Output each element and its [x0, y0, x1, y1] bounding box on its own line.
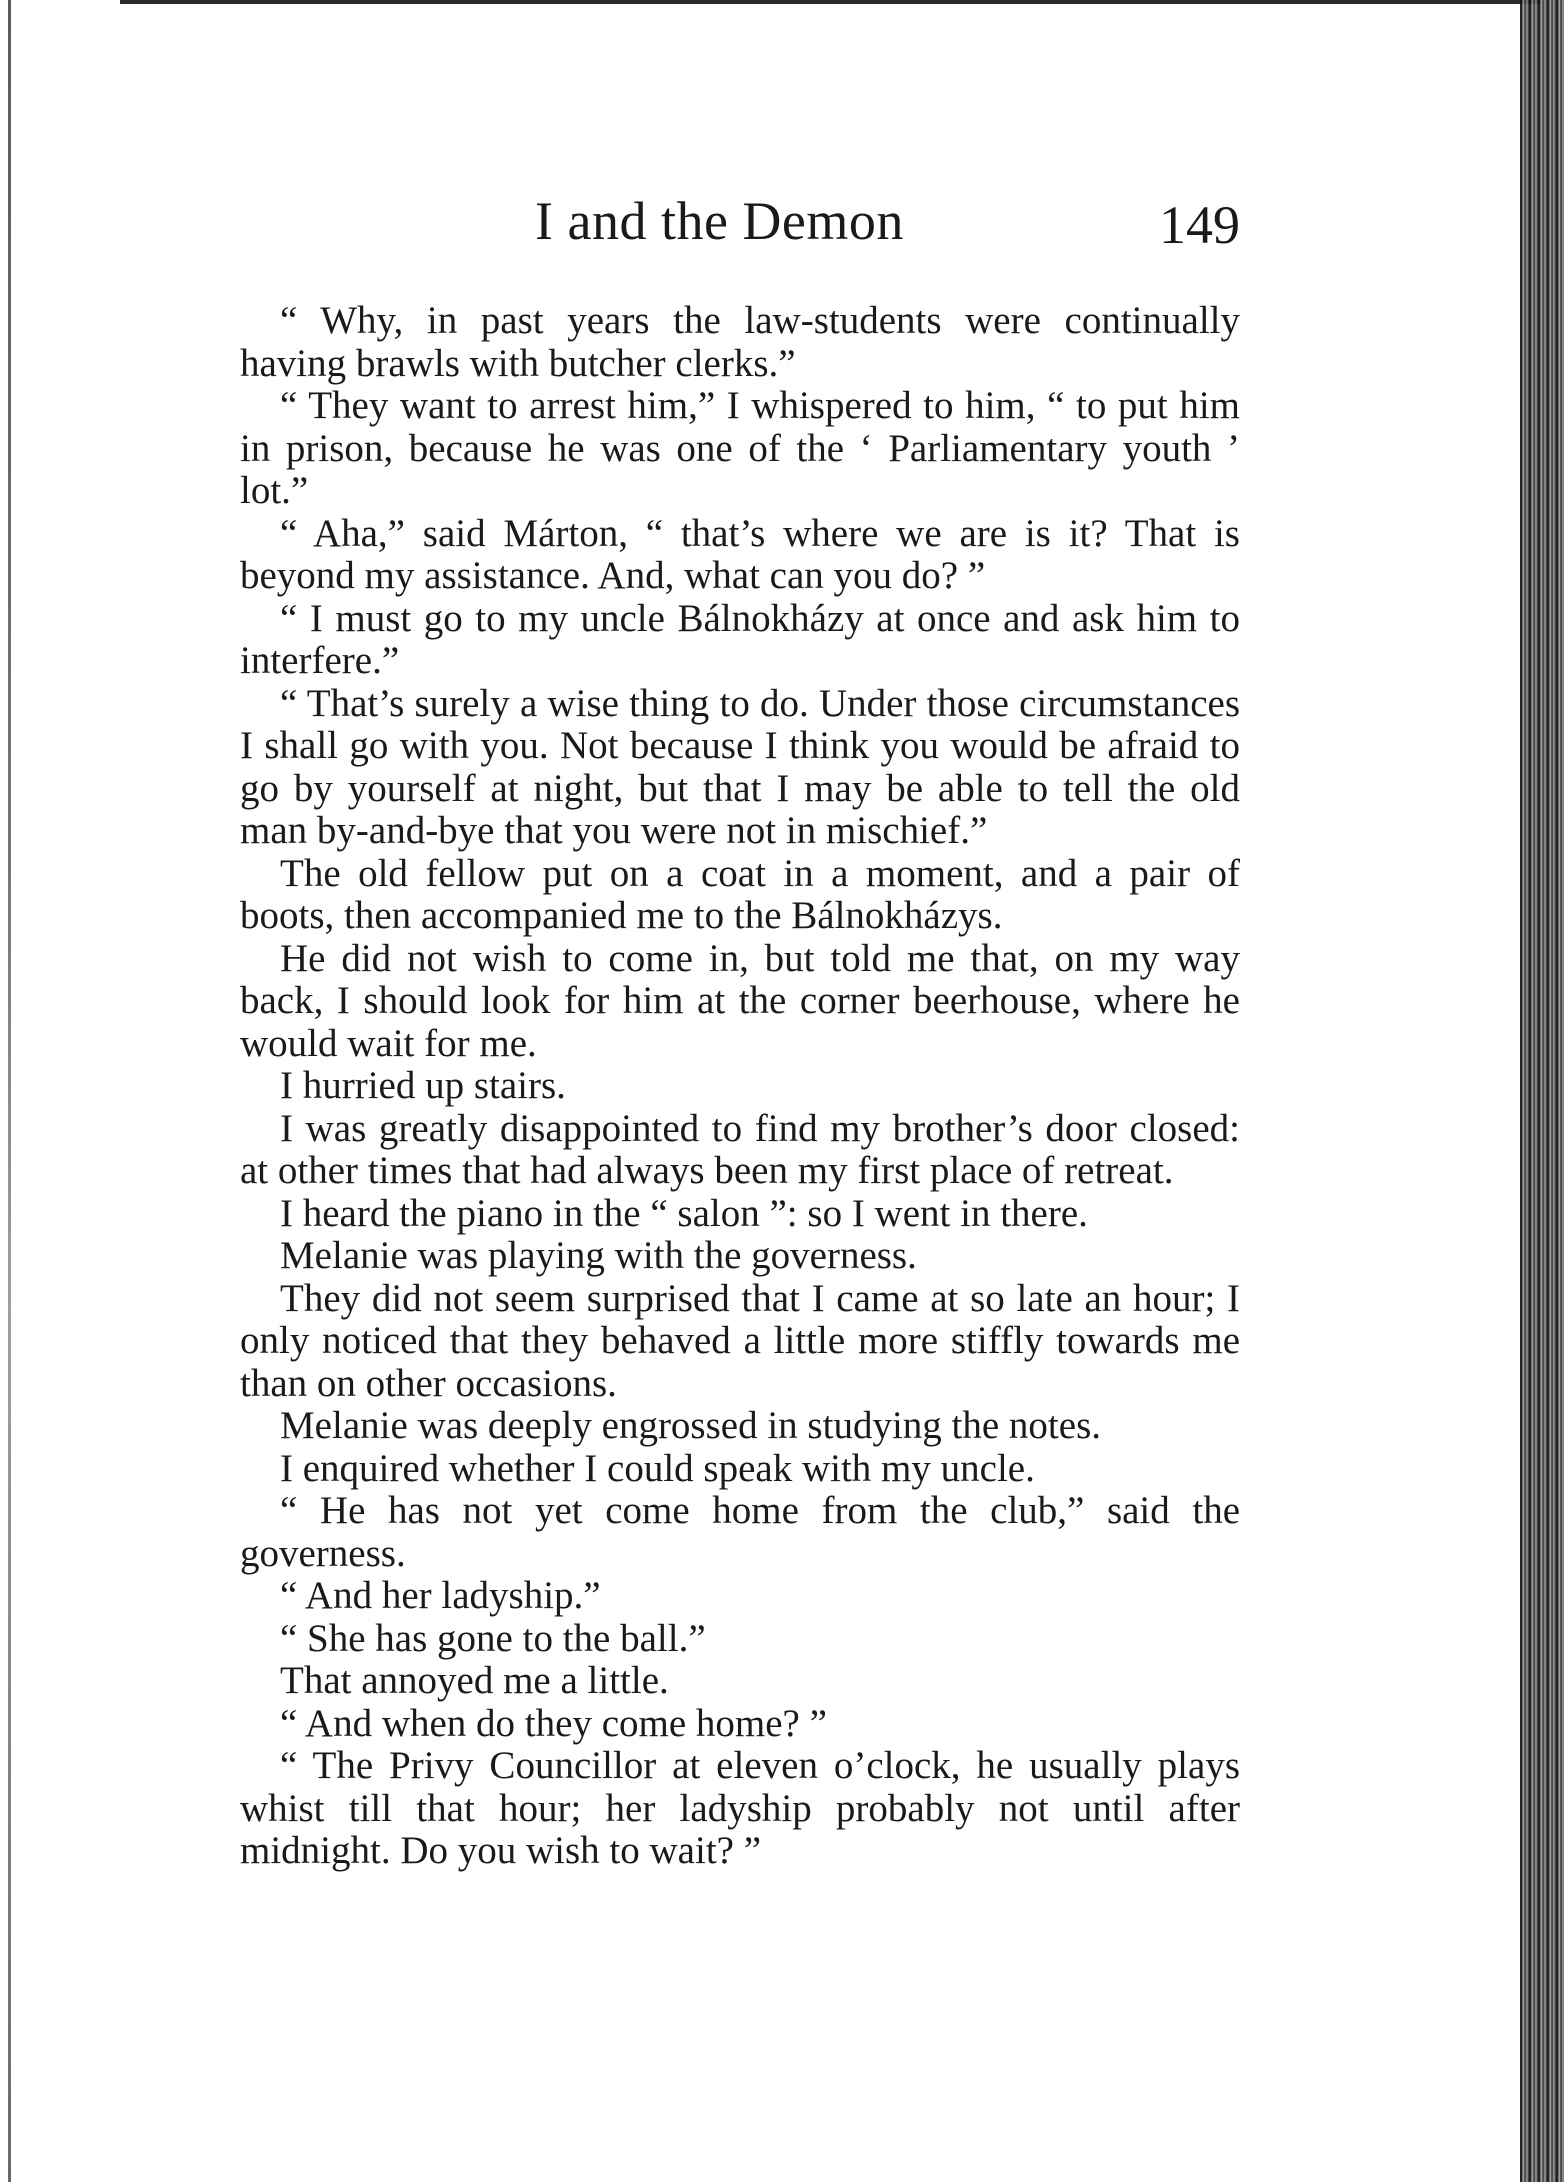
paragraph: I hurried up stairs. — [280, 1064, 566, 1107]
paragraph: “ And when do they come home? ” — [280, 1701, 827, 1745]
book-binding-edge — [1520, 0, 1564, 2182]
paragraph: The old fellow put on a coat in a moment, and a pair of boots, then accompanied me to the Bálnokházys. — [240, 851, 1240, 937]
paragraph: “ He has not yet come home from the club,” said the governess. — [240, 1489, 1240, 1575]
page-left-edge — [8, 0, 11, 2182]
paragraph: Melanie was playing with the governess. — [280, 1234, 917, 1277]
paragraph: I was greatly disappointed to find my brother’s door closed: at other times that had always been my first place of retreat. — [240, 1106, 1240, 1192]
paragraph: I enquired whether I could speak with my uncle. — [280, 1446, 1035, 1490]
paragraph: He did not wish to come in, but told me that, on my way back, I should look for him at the corner beerhouse, where he would wait for me. — [240, 936, 1240, 1065]
paragraph: “ Aha,” said Márton, “ that’s where we are is it? That is beyond my assistance. And, what can you do? ” — [240, 511, 1240, 597]
page-top-edge — [120, 0, 1540, 4]
page-header — [240, 190, 1240, 270]
paragraph: That annoyed me a little. — [280, 1659, 669, 1702]
paragraph: Melanie was deeply engrossed in studying the notes. — [280, 1404, 1101, 1447]
paragraph: “ The Privy Councillor at eleven o’clock, he usually plays whist till that hour; her ladyship probably not until after midnight. Do you wish to wait? ” — [240, 1744, 1240, 1872]
paragraph: “ She has gone to the ball.” — [280, 1616, 706, 1660]
body-text — [240, 300, 1240, 1873]
running-title: I and the Demon — [535, 191, 904, 251]
paragraph: “ And her ladyship.” — [280, 1574, 601, 1617]
page-number: 149 — [1159, 195, 1240, 255]
paragraph: I heard the piano in the “ salon ”: so I went in there. — [280, 1191, 1088, 1235]
paragraph: “ Why, in past years the law-students were continually having brawls with butcher clerks.” — [240, 299, 1240, 385]
paragraph: “ I must go to my uncle Bálnokházy at once and ask him to interfere.” — [240, 596, 1240, 682]
paragraph: They did not seem surprised that I came at so late an hour; I only noticed that they behaved a little more stiffly towards me than on other occasions. — [240, 1276, 1240, 1405]
paragraph: “ That’s surely a wise thing to do. Under those circumstances I shall go with you. Not because I think you would be afraid to go by yourself at night, but that I may be able to tell the old man by-and-bye that you were not in mischief.” — [240, 681, 1240, 852]
paragraph: “ They want to arrest him,” I whispered to him, “ to put him in prison, because he was one of the ‘ Parliamentary youth ’ lot.” — [240, 384, 1240, 512]
